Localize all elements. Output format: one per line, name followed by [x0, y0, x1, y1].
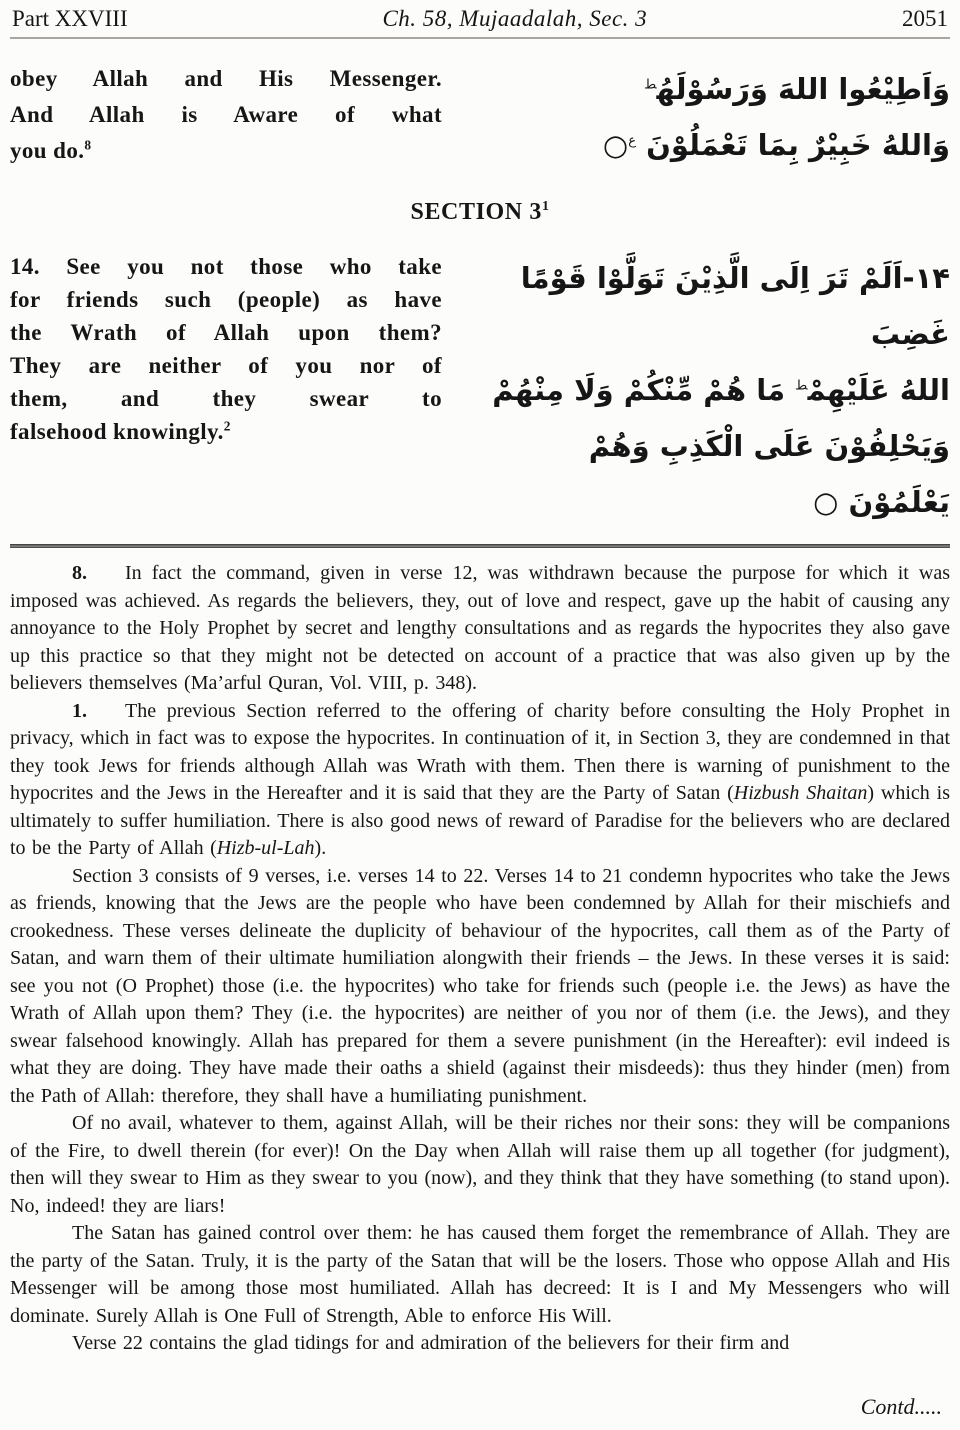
verse14-section [10, 250, 950, 530]
footnote-number: 8. [72, 562, 87, 584]
arabic-verse-line: وَاَطِيْعُوا اللهَ وَرَسُوْلَهُ$^ط$ [644, 72, 950, 106]
arabic-verse-line: وَيَحْلِفُوْنَ عَلَى الْكَذِبِ وَهُمْ يَعْلَمُوْنَ ○ [588, 429, 950, 519]
footnote-paragraph: 1. The previous Section referred to the offering of charity before consulting the Holy Prophet in privacy, which in fact was to expose the hypocrites. In continuation of it, in Section 3, they are condemned in that they took Jews for friends although Allah was Wrath with them. Then there is warning of punishment to the hypocrites and the Jews in the Hereafter and it is said that they are the Party of Satan (Hizbush Shaitan) which is ultimately to suffer humiliation. There is also good news of reward of Paradise for the believers who are declared to be the Party of Allah (Hizb-ul-Lah). [10, 699, 950, 859]
verse-translation-line: the Wrath of Allah upon them? [10, 320, 442, 345]
arabic-verse-line: اللهُ عَلَيْهِمْ$^ط$ مَا هُمْ مِّنْكُمْ وَلَا مِنْهُمْ [492, 373, 950, 407]
commentary-paragraph: The Satan has gained control over them: he has caused them forget the remembrance of Allah. They are the party of the Satan. Truly, it is the party of the Satan that will be the losers. Those who oppose Allah and His Messenger will be among those most humiliated. Allah has decreed: It is I and My Messengers who will dominate. Surely Allah is One Full of Strength, Able to enforce His Will. [10, 1222, 950, 1327]
arabic-verse-line: وَاللهُ خَبِيْرٌ بِمَا تَعْمَلُوْنَ $^ع$○ [602, 128, 950, 162]
verse13-arabic-text [490, 61, 950, 173]
verse-translation-line: them, and they swear to [10, 386, 442, 411]
chapter-title: Ch. 58, Mujaadalah, Sec. 3 [382, 6, 648, 31]
arabic-verse-line: ۱۴-اَلَمْ تَرَ اِلَى الَّذِيْنَ تَوَلَّوْا قَوْمًا غَضِبَ [520, 261, 950, 351]
verse14-translation [10, 250, 442, 448]
verse-translation-line: you do.$^8$ [10, 137, 92, 163]
verse-translation-line: for friends such (people) as have [10, 287, 442, 312]
commentary-paragraph: Section 3 consists of 9 verses, i.e. verses 14 to 22. Verses 14 to 21 condemn hypocrites who take the Jews as friends, knowing that the Jews are the people who have been condemned by Allah for their mischiefs and crookedness. These verses delineate the duplicity of behaviour of the hypocrites, call them as of the Party of Satan, and warn them of their ultimate humiliation alongwith their friends – the Jews. In these verses it is said: see you not (O Prophet) those (i.e. the hypocrites) who take for friends such (people i.e. the Jews) as have the Wrath of Allah upon them? They (i.e. the hypocrites) are neither of you nor of them (i.e. the Jews), and they swear falsehood knowingly. Allah has prepared for them a severe punishment (in the Hereafter): evil indeed is what they are doing. They have made their oaths a shield (against their misdeeds): thus they hinder (men) from the Path of Allah: therefore, they shall have a humiliating punishment. [10, 864, 950, 1107]
verse13-translation [10, 61, 442, 169]
section-heading [10, 199, 950, 226]
section-heading-footnote-ref: 1 [541, 199, 550, 214]
footnotes-section [10, 560, 950, 1358]
commentary-paragraph: Verse 22 contains the glad tidings for and admiration of the believers for their firm and [72, 1332, 790, 1354]
verse-translation-line: falsehood knowingly.$^2$ [10, 418, 231, 444]
section-heading-text: SECTION 3 [410, 199, 542, 225]
verse-translation-line: 14. See you not those who take [10, 254, 442, 279]
verse-translation-line: They are neither of you nor of [10, 353, 442, 378]
part-label: Part XXVIII [12, 6, 128, 31]
footnote-separator-rule [10, 544, 950, 548]
verse-translation-line: obey Allah and His Messenger. [10, 66, 442, 91]
verse-translation-line: And Allah is Aware of what [10, 102, 442, 127]
page-number: 2051 [902, 6, 948, 31]
page-header [10, 6, 950, 32]
commentary-paragraph: Of no avail, whatever to them, against Allah, will be their riches nor their sons: they will be companions of the Fire, to dwell therein (for ever)! On the Day when Allah will raise them up all together (for judgment), then will they swear to Him as they swear to you (now), and they think that they have something (to stand upon). No, indeed! they are liars! [10, 1112, 950, 1217]
verse14-arabic-text [490, 250, 950, 530]
footnote-paragraph: 8. In fact the command, given in verse 12, was withdrawn because the purpose for which it was imposed was achieved. As regards the believers, they, out of love and respect, gave up the habit of causing any annoyance to the Holy Prophet by secret and lengthy consultations and as regards the hypocrites they also gave up this practice so that they might not be detected on account of a practice that was also given up by the believers themselves (Ma’arful Quran, Vol. VIII, p. 348). [10, 562, 950, 694]
footnote-number: 1. [72, 699, 87, 722]
verse13-section [10, 61, 950, 173]
contd-label: Contd..... [860, 1394, 942, 1419]
header-rule [10, 37, 950, 39]
